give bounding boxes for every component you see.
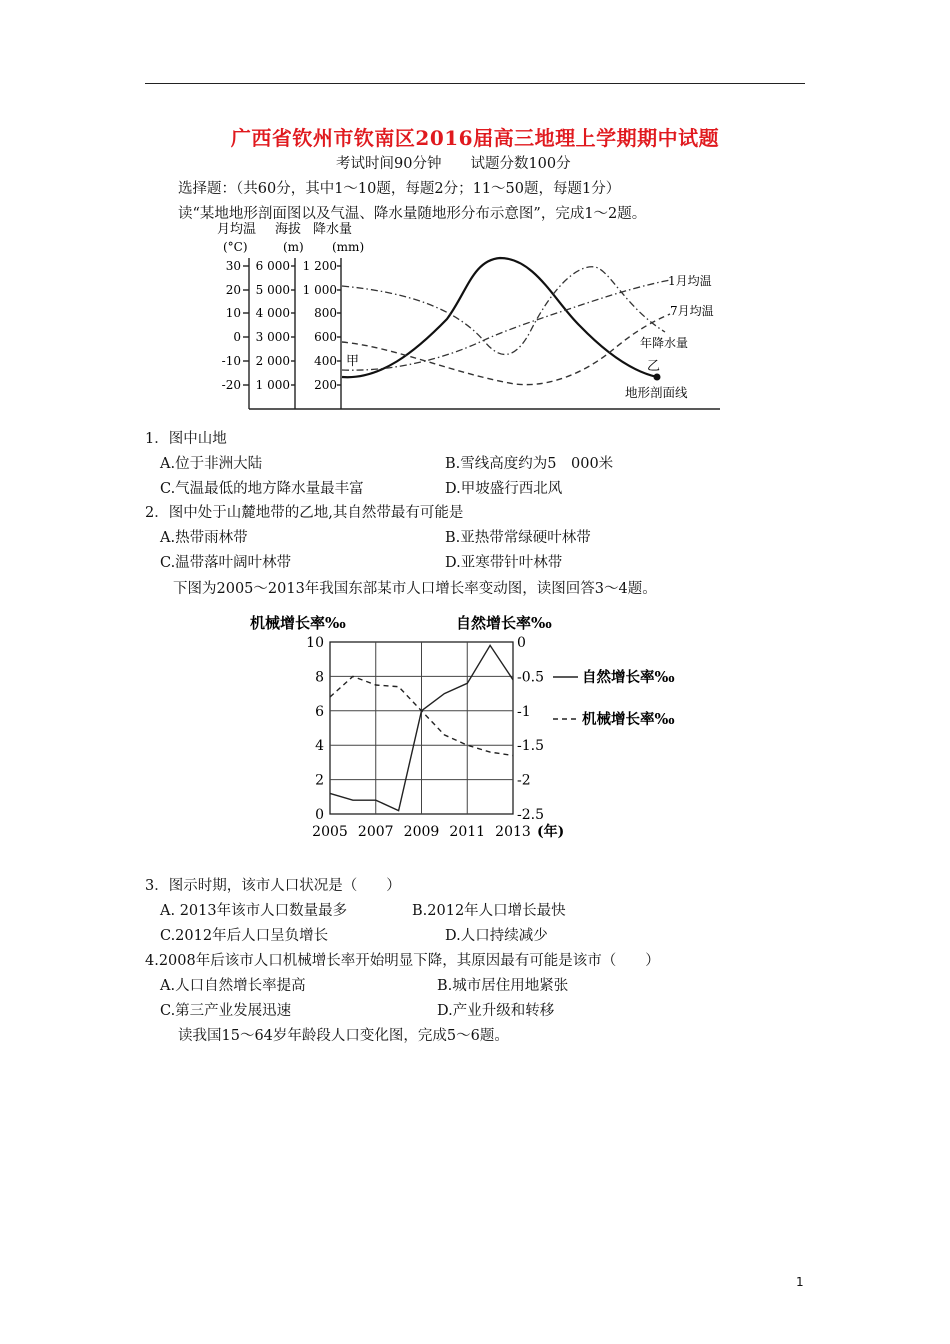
terrain-profile-figure bbox=[215, 222, 735, 417]
q2-option-b: B.亚热带常绿硬叶林带 bbox=[445, 530, 591, 546]
legend-natural-label: 自然增长率‰ bbox=[582, 669, 675, 686]
point-yi bbox=[654, 374, 661, 381]
intro-q1-2: 读“某地地形剖面图以及气温、降水量随地形分布示意图”，完成1～2题。 bbox=[178, 206, 647, 222]
q3-option-c: C.2012年后人口呈负增长 bbox=[160, 928, 329, 944]
altitude-tick: 6 000 bbox=[255, 259, 290, 273]
x-axis-tick: 2013 bbox=[495, 824, 531, 840]
q2-option-a: A.热带雨林带 bbox=[160, 530, 248, 546]
temp-tick: 10 bbox=[225, 306, 241, 320]
axis-title-temp: 月均温 bbox=[217, 222, 257, 237]
altitude-tick: 2 000 bbox=[255, 354, 290, 368]
q1-option-c: C.气温最低的地方降水量最丰富 bbox=[160, 481, 364, 497]
axis-unit-precip: (mm) bbox=[332, 240, 365, 254]
left-axis-tick: 0 bbox=[315, 807, 324, 823]
page-title: 广西省钦州市钦南区2016届高三地理上学期期中试题 bbox=[230, 126, 720, 150]
jul-temp-curve bbox=[342, 314, 670, 385]
precip-tick: 1 000 bbox=[302, 283, 337, 297]
precip-tick: 400 bbox=[314, 354, 337, 368]
temp-tick: 0 bbox=[233, 330, 241, 344]
altitude-tick: 3 000 bbox=[255, 330, 290, 344]
left-axis-tick: 8 bbox=[315, 669, 324, 686]
exam-info: 考试时间90分钟 试题分数100分 bbox=[336, 156, 571, 172]
header-rule bbox=[145, 83, 805, 84]
q4-stem: 4.2008年后该市人口机械增长率开始明显下降，其原因最有可能是该市（ ） bbox=[145, 953, 660, 969]
right-axis-tick: -2 bbox=[517, 772, 531, 789]
axis-title-altitude: 海拔 bbox=[275, 222, 302, 237]
q4-option-b: B.城市居住用地紧张 bbox=[437, 978, 569, 994]
intro-q3-4: 下图为2005～2013年我国东部某市人口增长率变动图，读图回答3～4题。 bbox=[173, 581, 657, 597]
x-axis-tick: 2011 bbox=[449, 824, 486, 840]
label-jul-temp: 7月均温 bbox=[670, 304, 714, 318]
q3-option-d: D.人口持续减少 bbox=[445, 928, 548, 944]
x-axis-tick: 2007 bbox=[357, 824, 394, 840]
q3-stem: 3．图示时期，该市人口状况是（ ） bbox=[145, 878, 401, 894]
right-axis-tick: 0 bbox=[517, 635, 526, 651]
x-axis-tick: 2009 bbox=[403, 824, 440, 840]
q3-option-b: B.2012年人口增长最快 bbox=[412, 903, 566, 919]
q1-option-d: D.甲坡盛行西北风 bbox=[445, 481, 563, 497]
left-axis-tick: 4 bbox=[315, 738, 324, 755]
right-axis-tick: -1.5 bbox=[517, 738, 544, 755]
right-axis-tick: -2.5 bbox=[517, 807, 544, 823]
temp-tick: 30 bbox=[225, 259, 241, 273]
precip-curve bbox=[342, 267, 665, 355]
left-axis-tick: 6 bbox=[315, 703, 324, 720]
label-yi: 乙 bbox=[647, 359, 661, 374]
left-axis-tick: 10 bbox=[306, 635, 324, 651]
temp-tick: -20 bbox=[221, 378, 241, 392]
right-axis-tick: -1 bbox=[517, 703, 531, 720]
q1-stem: 1．图中山地 bbox=[145, 431, 227, 447]
precip-tick: 600 bbox=[314, 330, 337, 344]
axis-title-precip: 降水量 bbox=[313, 222, 353, 237]
q4-option-c: C.第三产业发展迅速 bbox=[160, 1003, 292, 1019]
intro-q5-6: 读我国15～64岁年龄段人口变化图，完成5～6题。 bbox=[178, 1028, 509, 1044]
left-axis-title: 机械增长率‰ bbox=[250, 614, 346, 632]
q4-option-d: D.产业升级和转移 bbox=[437, 1003, 555, 1019]
q2-stem: 2．图中处于山麓地带的乙地,其自然带最有可能是 bbox=[145, 505, 464, 521]
label-jan-temp: 1月均温 bbox=[668, 274, 712, 288]
terrain-profile-line bbox=[342, 258, 657, 377]
x-axis-tick: 2005 bbox=[312, 824, 348, 840]
right-axis-tick: -0.5 bbox=[517, 669, 544, 686]
precip-tick: 200 bbox=[314, 378, 337, 392]
population-growth-chart bbox=[248, 610, 698, 845]
q2-option-d: D.亚寒带针叶林带 bbox=[445, 555, 563, 571]
label-profile-line: 地形剖面线 bbox=[625, 385, 688, 400]
precip-tick: 1 200 bbox=[302, 259, 337, 273]
precip-tick: 800 bbox=[314, 306, 337, 320]
label-jia: 甲 bbox=[346, 354, 360, 369]
temp-tick: -10 bbox=[221, 354, 241, 368]
right-axis-title: 自然增长率‰ bbox=[456, 614, 552, 632]
q4-option-a: A.人口自然增长率提高 bbox=[160, 978, 306, 994]
x-axis-unit: (年) bbox=[537, 824, 565, 840]
altitude-tick: 4 000 bbox=[255, 306, 290, 320]
left-axis-tick: 2 bbox=[315, 772, 324, 789]
axis-unit-altitude: (m) bbox=[283, 240, 304, 254]
q1-option-a: A.位于非洲大陆 bbox=[160, 456, 263, 472]
q1-option-b: B.雪线高度约为5 000米 bbox=[445, 456, 614, 472]
label-precip: 年降水量 bbox=[640, 336, 689, 350]
page-number: 1 bbox=[796, 1275, 804, 1289]
legend-mechanical-label: 机械增长率‰ bbox=[582, 711, 675, 728]
q3-option-a: A. 2013年该市人口数量最多 bbox=[160, 903, 348, 919]
altitude-tick: 1 000 bbox=[255, 378, 290, 392]
q2-option-c: C.温带落叶阔叶林带 bbox=[160, 555, 292, 571]
axis-unit-temp: (°C) bbox=[223, 240, 248, 254]
temp-tick: 20 bbox=[225, 283, 241, 297]
altitude-tick: 5 000 bbox=[255, 283, 290, 297]
section-header: 选择题：（共60分，其中1～10题，每题2分；11～50题，每题1分） bbox=[178, 181, 621, 197]
